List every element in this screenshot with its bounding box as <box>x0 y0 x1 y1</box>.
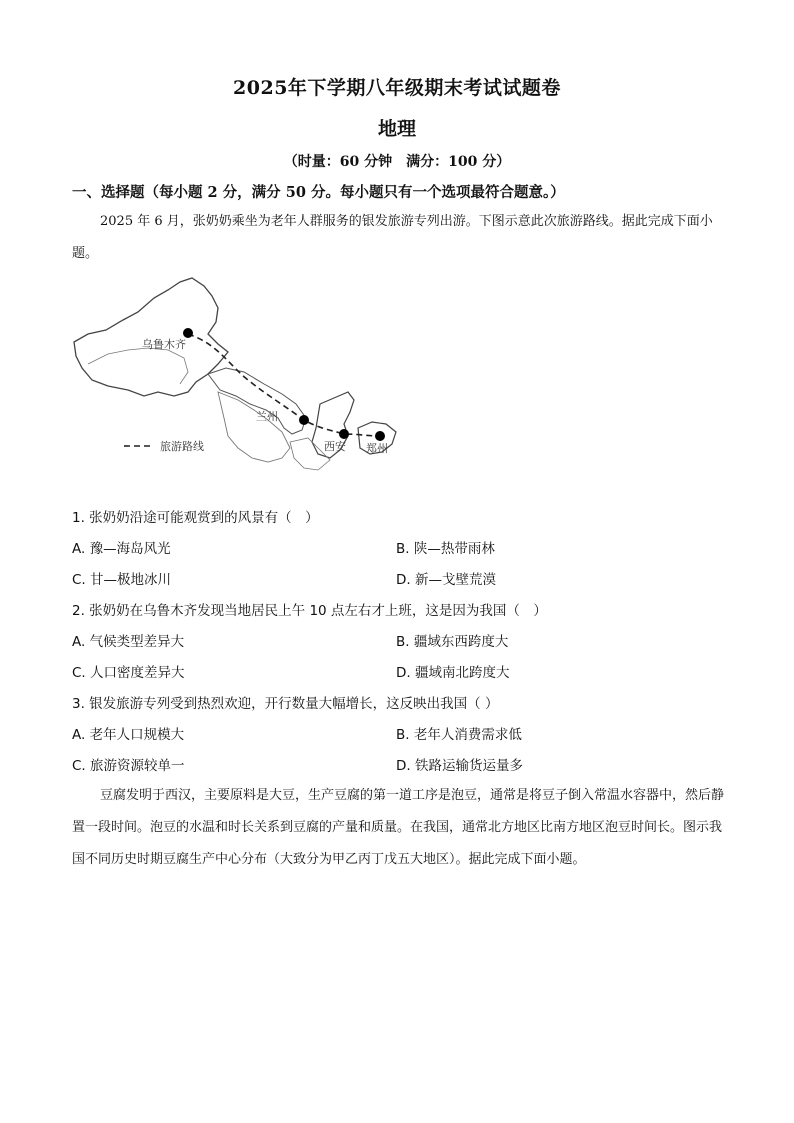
question-1-option-b[interactable]: B. 陕—热带雨林 <box>396 541 495 557</box>
city-dot-xian <box>339 429 349 439</box>
city-dot-zhengzhou <box>375 431 385 441</box>
question-2-stem: 2. 张奶奶在乌鲁木齐发现当地居民上午 10 点左右才上班，这是因为我国（ ） <box>72 603 547 619</box>
region-tarim-line <box>88 348 188 384</box>
city-dot-lanzhou <box>299 415 309 425</box>
question-3-option-c[interactable]: C. 旅游资源较单一 <box>72 758 185 774</box>
question-1-option-a[interactable]: A. 豫—海岛风光 <box>72 541 171 557</box>
intro-paragraph-1: 2025 年 6 月，张奶奶乘坐为老年人群服务的银发旅游专列出游。下图示意此次旅游路线。据此完成下面小题。 <box>72 214 713 261</box>
city-dot-urumqi <box>183 328 193 338</box>
subject-title: 地理 <box>377 118 416 140</box>
city-label-lanzhou: 兰州 <box>256 410 278 423</box>
region-xinjiang <box>74 278 228 396</box>
city-label-xian: 西安 <box>324 440 346 453</box>
question-2-option-a[interactable]: A. 气候类型差异大 <box>72 634 185 650</box>
question-3-option-b[interactable]: B. 老年人消费需求低 <box>396 727 522 743</box>
exam-title: 2025年下学期八年级期末考试试题卷 <box>233 77 561 99</box>
city-label-urumqi: 乌鲁木齐 <box>142 338 186 351</box>
legend-route-label: 旅游路线 <box>160 440 204 453</box>
city-label-zhengzhou: 郑州 <box>366 442 388 455</box>
question-2-option-c[interactable]: C. 人口密度差异大 <box>72 665 185 681</box>
question-3-option-d[interactable]: D. 铁路运输货运量多 <box>396 758 523 774</box>
question-1-option-c[interactable]: C. 甘—极地冰川 <box>72 572 172 588</box>
question-3-stem: 3. 银发旅游专列受到热烈欢迎，开行数量大幅增长，这反映出我国（ ） <box>72 696 499 712</box>
region-gansu <box>208 368 306 434</box>
question-2-option-b[interactable]: B. 疆域东西跨度大 <box>396 634 509 650</box>
intro-paragraph-2: 豆腐发明于西汉，主要原料是大豆，生产豆腐的第一道工序是泡豆，通常是将豆子倒入常温水容器中，然后静置一段时间。泡豆的水温和时长关系到豆腐的产量和质量。在我国，通常北方地区比南方地区泡豆时间长。图示我国不同历史时期豆腐生产中心分布（大致分为甲乙丙丁戊五大地区）。据此完成下面小题。 <box>72 788 725 867</box>
question-2-option-d[interactable]: D. 疆域南北跨度大 <box>396 665 510 681</box>
question-3-option-a[interactable]: A. 老年人口规模大 <box>72 727 185 743</box>
route-map <box>68 272 400 482</box>
question-1-stem: 1. 张奶奶沿途可能观赏到的风景有（ ） <box>72 510 319 526</box>
section-heading: 一、选择题（每小题 2 分，满分 50 分。每小题只有一个选项最符合题意。） <box>72 184 565 201</box>
question-1-option-d[interactable]: D. 新—戈壁荒漠 <box>396 572 496 588</box>
exam-meta: （时量：60 分钟 满分：100 分） <box>283 154 511 170</box>
